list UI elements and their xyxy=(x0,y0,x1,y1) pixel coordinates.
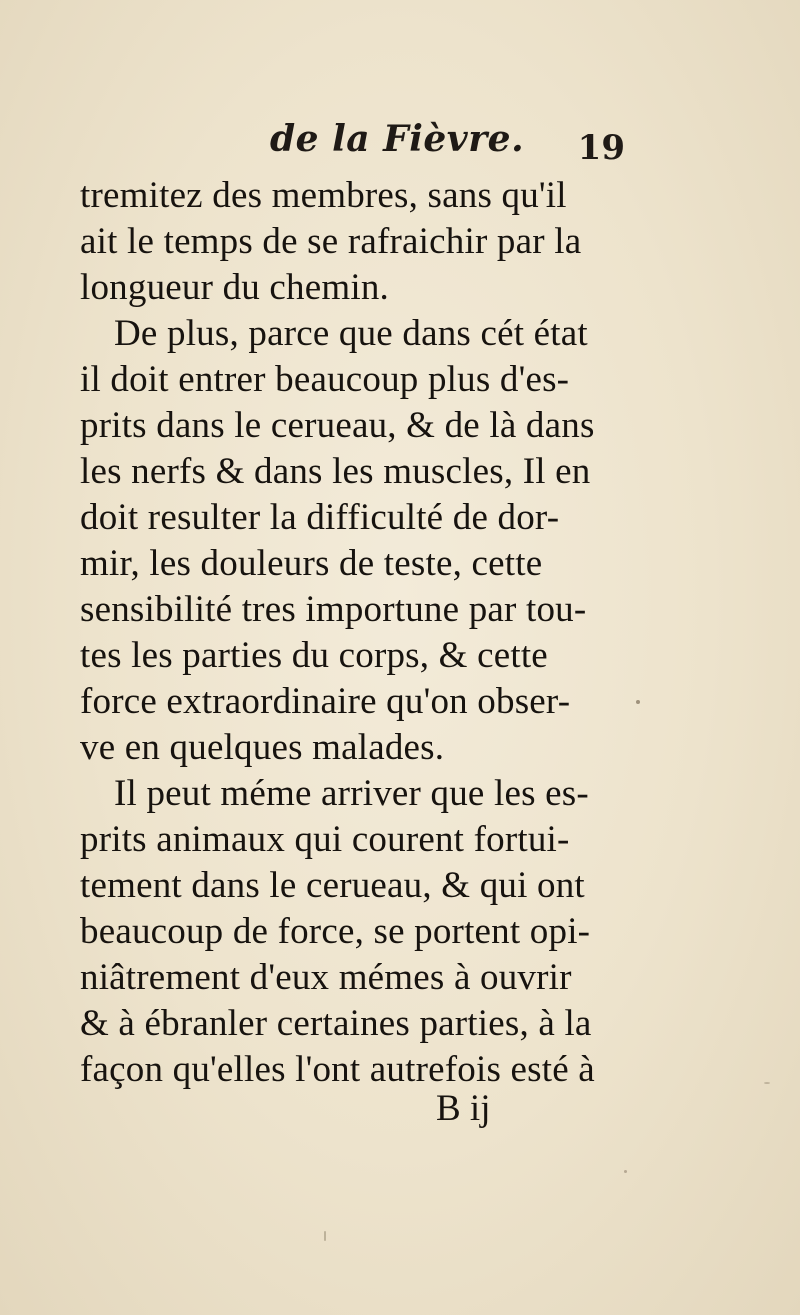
page-header xyxy=(80,118,625,174)
running-title: de la Fièvre. xyxy=(270,118,525,160)
text-line: mir, les douleurs de teste, cette xyxy=(80,543,543,584)
text-line: longueur du chemin. xyxy=(80,267,389,308)
text-line: il doit entrer beaucoup plus d'es- xyxy=(80,359,570,400)
text-line: Il peut méme arriver que les es- xyxy=(114,773,589,814)
text-line: prits animaux qui courent fortui- xyxy=(80,819,570,860)
text-line: ait le temps de se rafraichir par la xyxy=(80,221,582,262)
text-line: sensibilité tres importune par tou- xyxy=(80,589,587,630)
text-line: tremitez des membres, sans qu'il xyxy=(80,175,567,216)
paper-speck xyxy=(624,1170,627,1173)
text-line: & à ébranler certaines parties, à la xyxy=(80,1003,592,1044)
body-text xyxy=(80,172,625,1090)
text-line: beaucoup de force, se portent opi- xyxy=(80,911,591,952)
text-line: doit resulter la difficulté de dor- xyxy=(80,497,560,538)
paper-speck xyxy=(324,1231,326,1241)
text-line: niâtrement d'eux mémes à ouvrir xyxy=(80,957,572,998)
text-line: force extraordinaire qu'on obser- xyxy=(80,681,571,722)
text-line: façon qu'elles l'ont autrefois esté à xyxy=(80,1049,595,1090)
text-line: ve en quelques malades. xyxy=(80,727,445,768)
text-line: De plus, parce que dans cét état xyxy=(114,313,588,354)
text-line: prits dans le cerueau, & de là dans xyxy=(80,405,595,446)
paper-speck xyxy=(764,1082,770,1084)
signature-mark: B ij xyxy=(436,1088,491,1129)
text-line: les nerfs & dans les muscles, Il en xyxy=(80,451,591,492)
page-number: 19 xyxy=(577,128,625,168)
paper-speck xyxy=(636,700,640,704)
text-line: tement dans le cerueau, & qui ont xyxy=(80,865,585,906)
text-line: tes les parties du corps, & cette xyxy=(80,635,548,676)
